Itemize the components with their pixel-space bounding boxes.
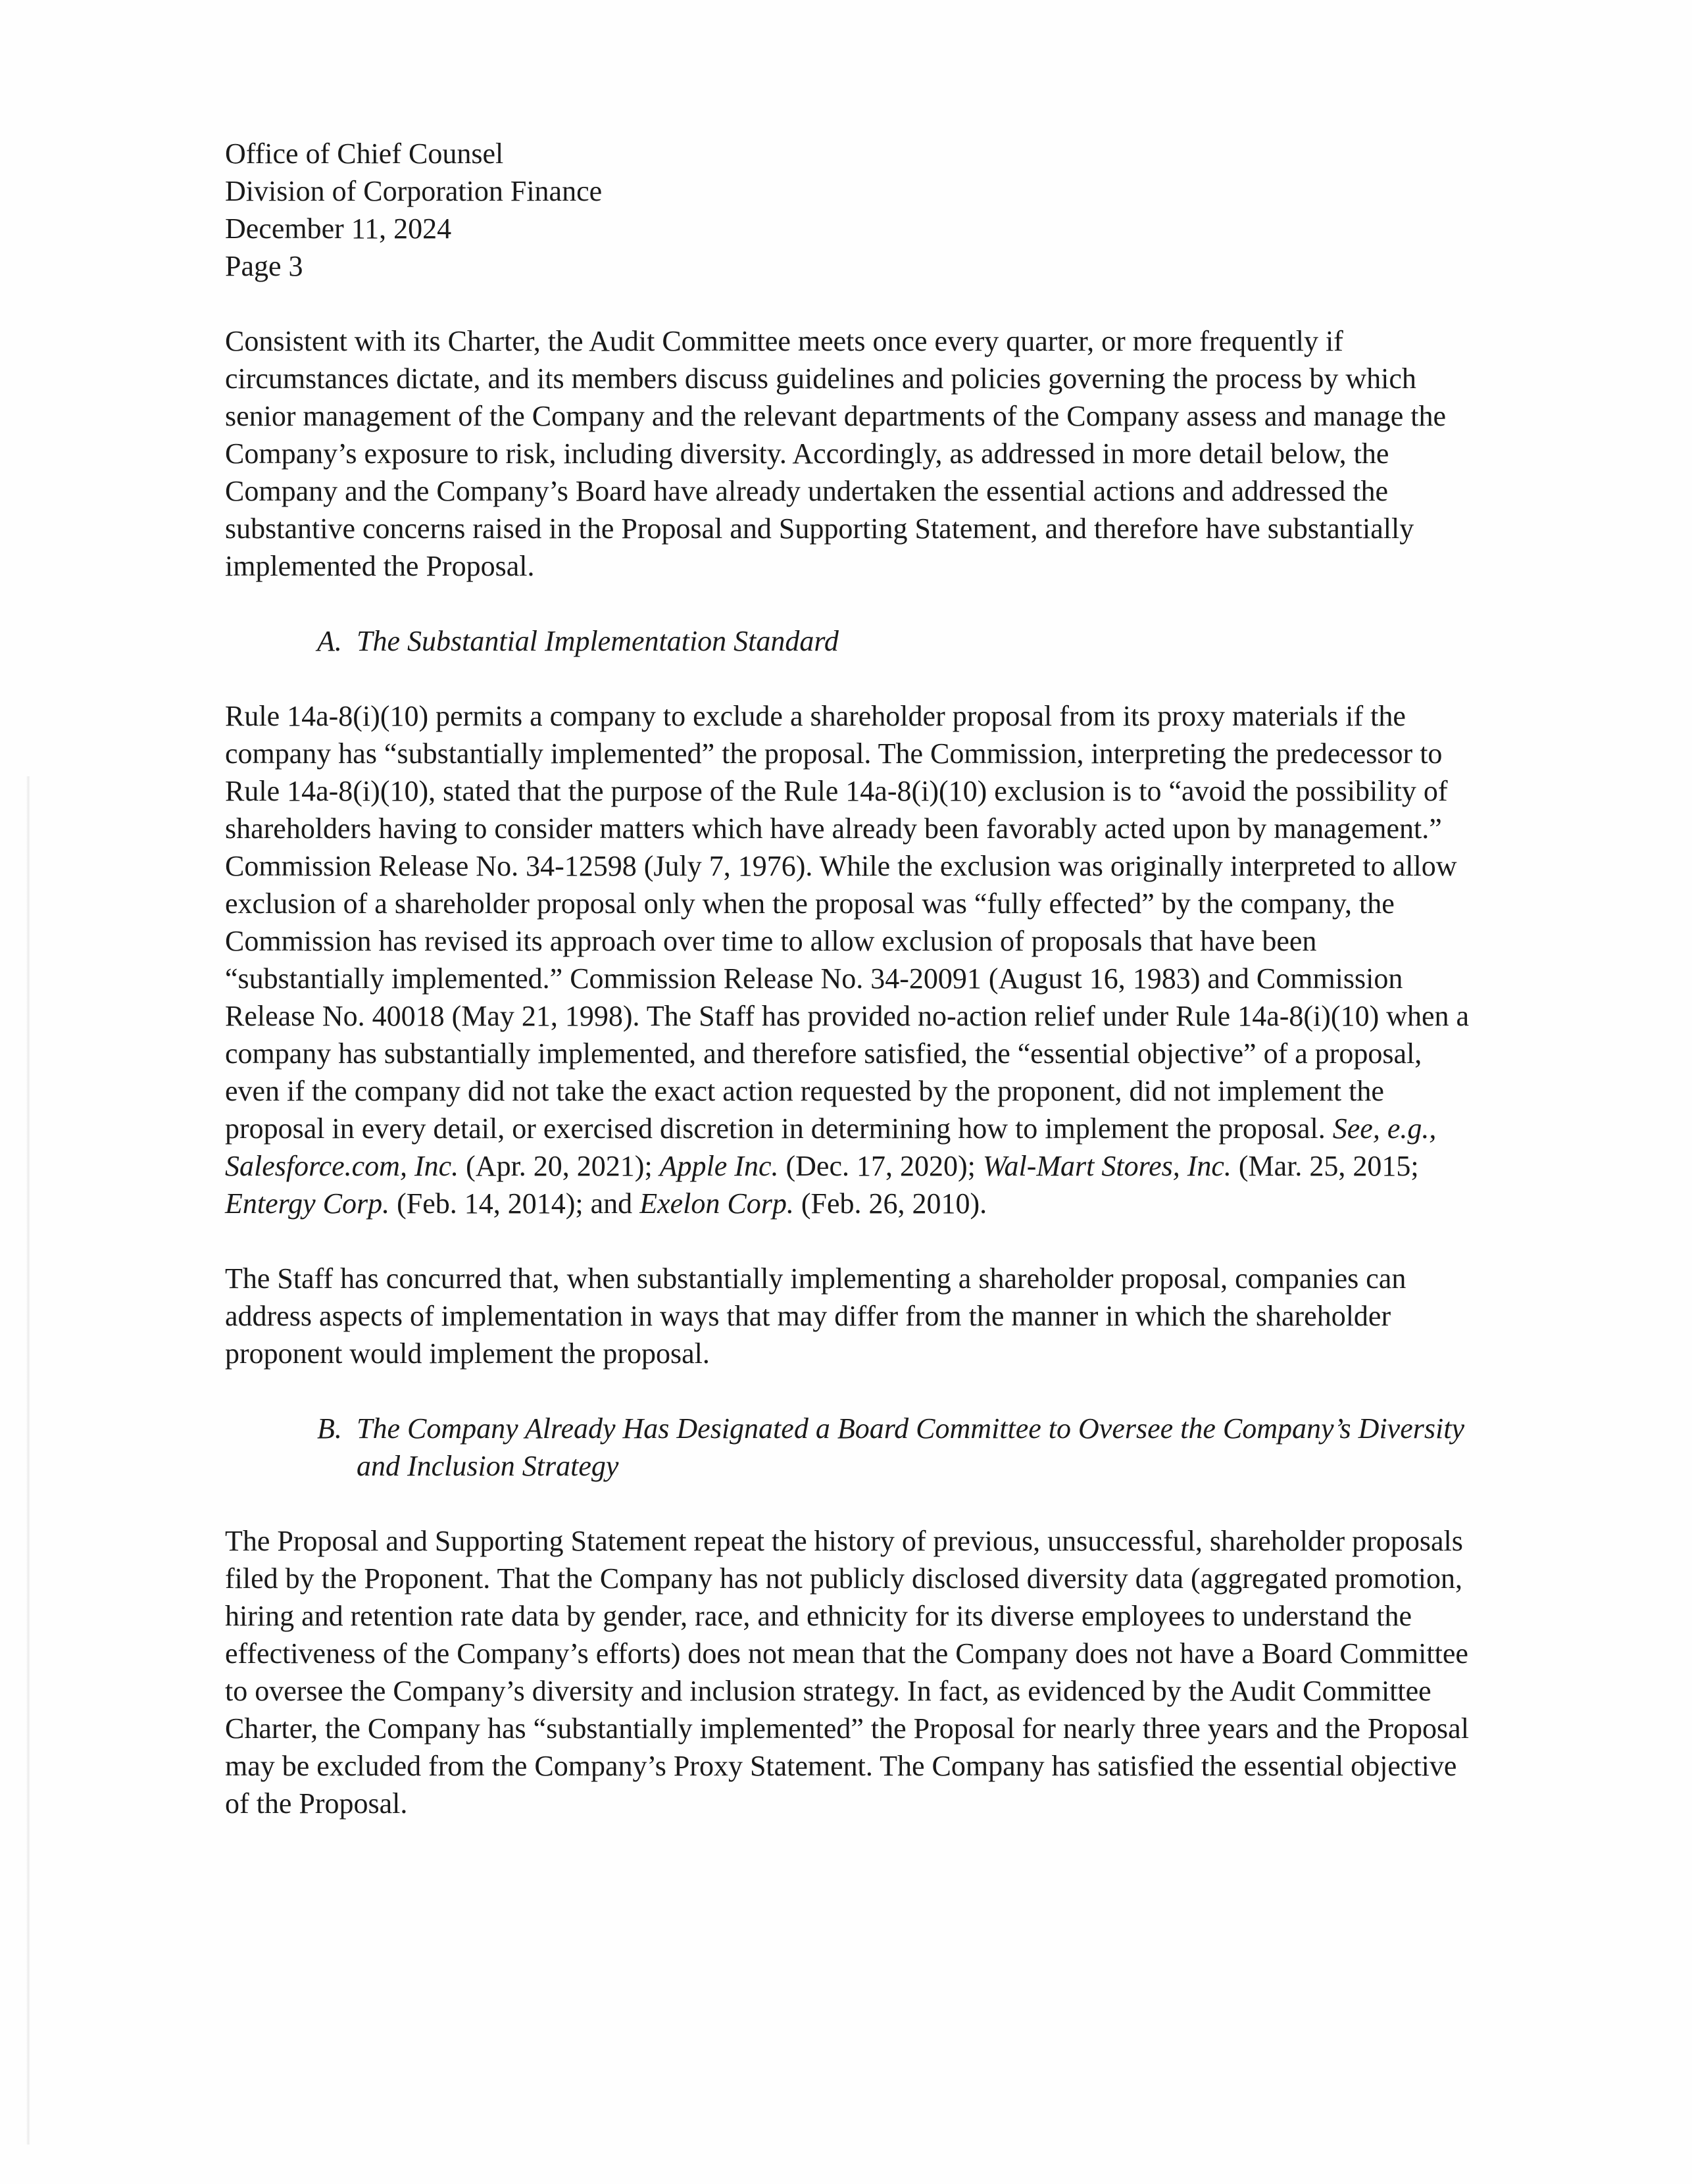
citation-date-3: (Mar. 25, 2015; [1231,1150,1419,1182]
citation-date-5: (Feb. 26, 2010). [793,1187,987,1220]
section-letter-b: B. [317,1412,342,1445]
section-title-b: The Company Already Has Designated a Board Committee to Oversee the Company’s Diversity and Inclusion Strategy [357,1412,1464,1482]
section-title-a: The Substantial Implementation Standard [357,625,839,657]
citation-date-4: (Feb. 14, 2014); and [389,1187,640,1220]
paragraph-staff-concurred: The Staff has concurred that, when substantially implementing a shareholder proposal, companies can address aspects of implementation in ways that may differ from the manner in which the shareholder proponent would implement the proposal. [225,1262,1406,1370]
citation-see-salesforce: See, e.g., Salesforce.com, Inc. [225,1112,1437,1182]
recipient-division: Division of Corporation Finance [225,175,603,207]
paragraph-rule-14a8 [225,697,1475,1222]
citation-exelon: Exelon Corp. [639,1187,794,1220]
citation-walmart: Wal-Mart Stores, Inc. [982,1150,1232,1182]
section-letter-a: A. [317,625,342,657]
rule-text: Rule 14a-8(i)(10) permits a company to exclude a shareholder proposal from its proxy materials if the company has “substantially implemented” the proposal. The Commission, interpreting the predecessor to Rule 14a-8(i)(10), stated that the purpose of the Rule 14a-8(i)(10) exclusion is to “avoid the possibility of shareholders having to consider matters which have already been favorably acted upon by management.” Commission Release No. 34-12598 (July 7, 1976). While the exclusion was originally interpreted to allow exclusion of a shareholder proposal only when the proposal was “fully effected” by the company, the Commission has revised its approach over time to allow exclusion of proposals that have been “substantially implemented.” Commission Release No. 34-20091 (August 16, 1983) and Commission Release No. 40018 (May 21, 1998). The Staff has provided no-action relief under Rule 14a-8(i)(10) when a company has substantially implemented, and therefore satisfied, the “essential objective” of a proposal, even if the company did not take the exact action requested by the proponent, did not implement the proposal in every detail, or exercised discretion in determining how to implement the proposal. [225,700,1470,1145]
recipient-office: Office of Chief Counsel [225,137,504,170]
citation-date-1: (Apr. 20, 2021); [459,1150,660,1182]
scan-edge-shadow [26,776,30,2145]
paragraph-charter: Consistent with its Charter, the Audit Committee meets once every quarter, or more frequently if circumstances dictate, and its members discuss guidelines and policies governing the process by which senior management of the Company and the relevant departments of the Company assess and manage the Company’s exposure to risk, including diversity. Accordingly, as addressed in more detail below, the Company and the Company’s Board have already undertaken the essential actions and addressed the substantive concerns raised in the Proposal and Supporting Statement, and therefore have substantially implemented the Proposal. [225,325,1446,582]
page-number: Page 3 [225,250,303,282]
letter-body [225,135,1475,1860]
section-heading-a [225,622,1475,660]
citation-date-2: (Dec. 17, 2020); [778,1150,983,1182]
letter-date: December 11, 2024 [225,212,452,245]
section-heading-b [225,1410,1475,1485]
citation-apple: Apple Inc. [659,1150,779,1182]
citation-entergy: Entergy Corp. [225,1187,390,1220]
paragraph-proposal-history: The Proposal and Supporting Statement repeat the history of previous, unsuccessful, shareholder proposals filed by the Proponent. That the Company has not publicly disclosed diversity data (aggregated promotion, hiring and retention rate data by gender, race, and ethnicity for its diverse employees to understand the effectiveness of the Company’s efforts) does not mean that the Company does not have a Board Committee to oversee the Company’s diversity and inclusion strategy. In fact, as evidenced by the Audit Committee Charter, the Company has “substantially implemented” the Proposal for nearly three years and the Proposal may be excluded from the Company’s Proxy Statement. The Company has satisfied the essential objective of the Proposal. [225,1525,1469,1820]
letter-header [225,135,1475,285]
